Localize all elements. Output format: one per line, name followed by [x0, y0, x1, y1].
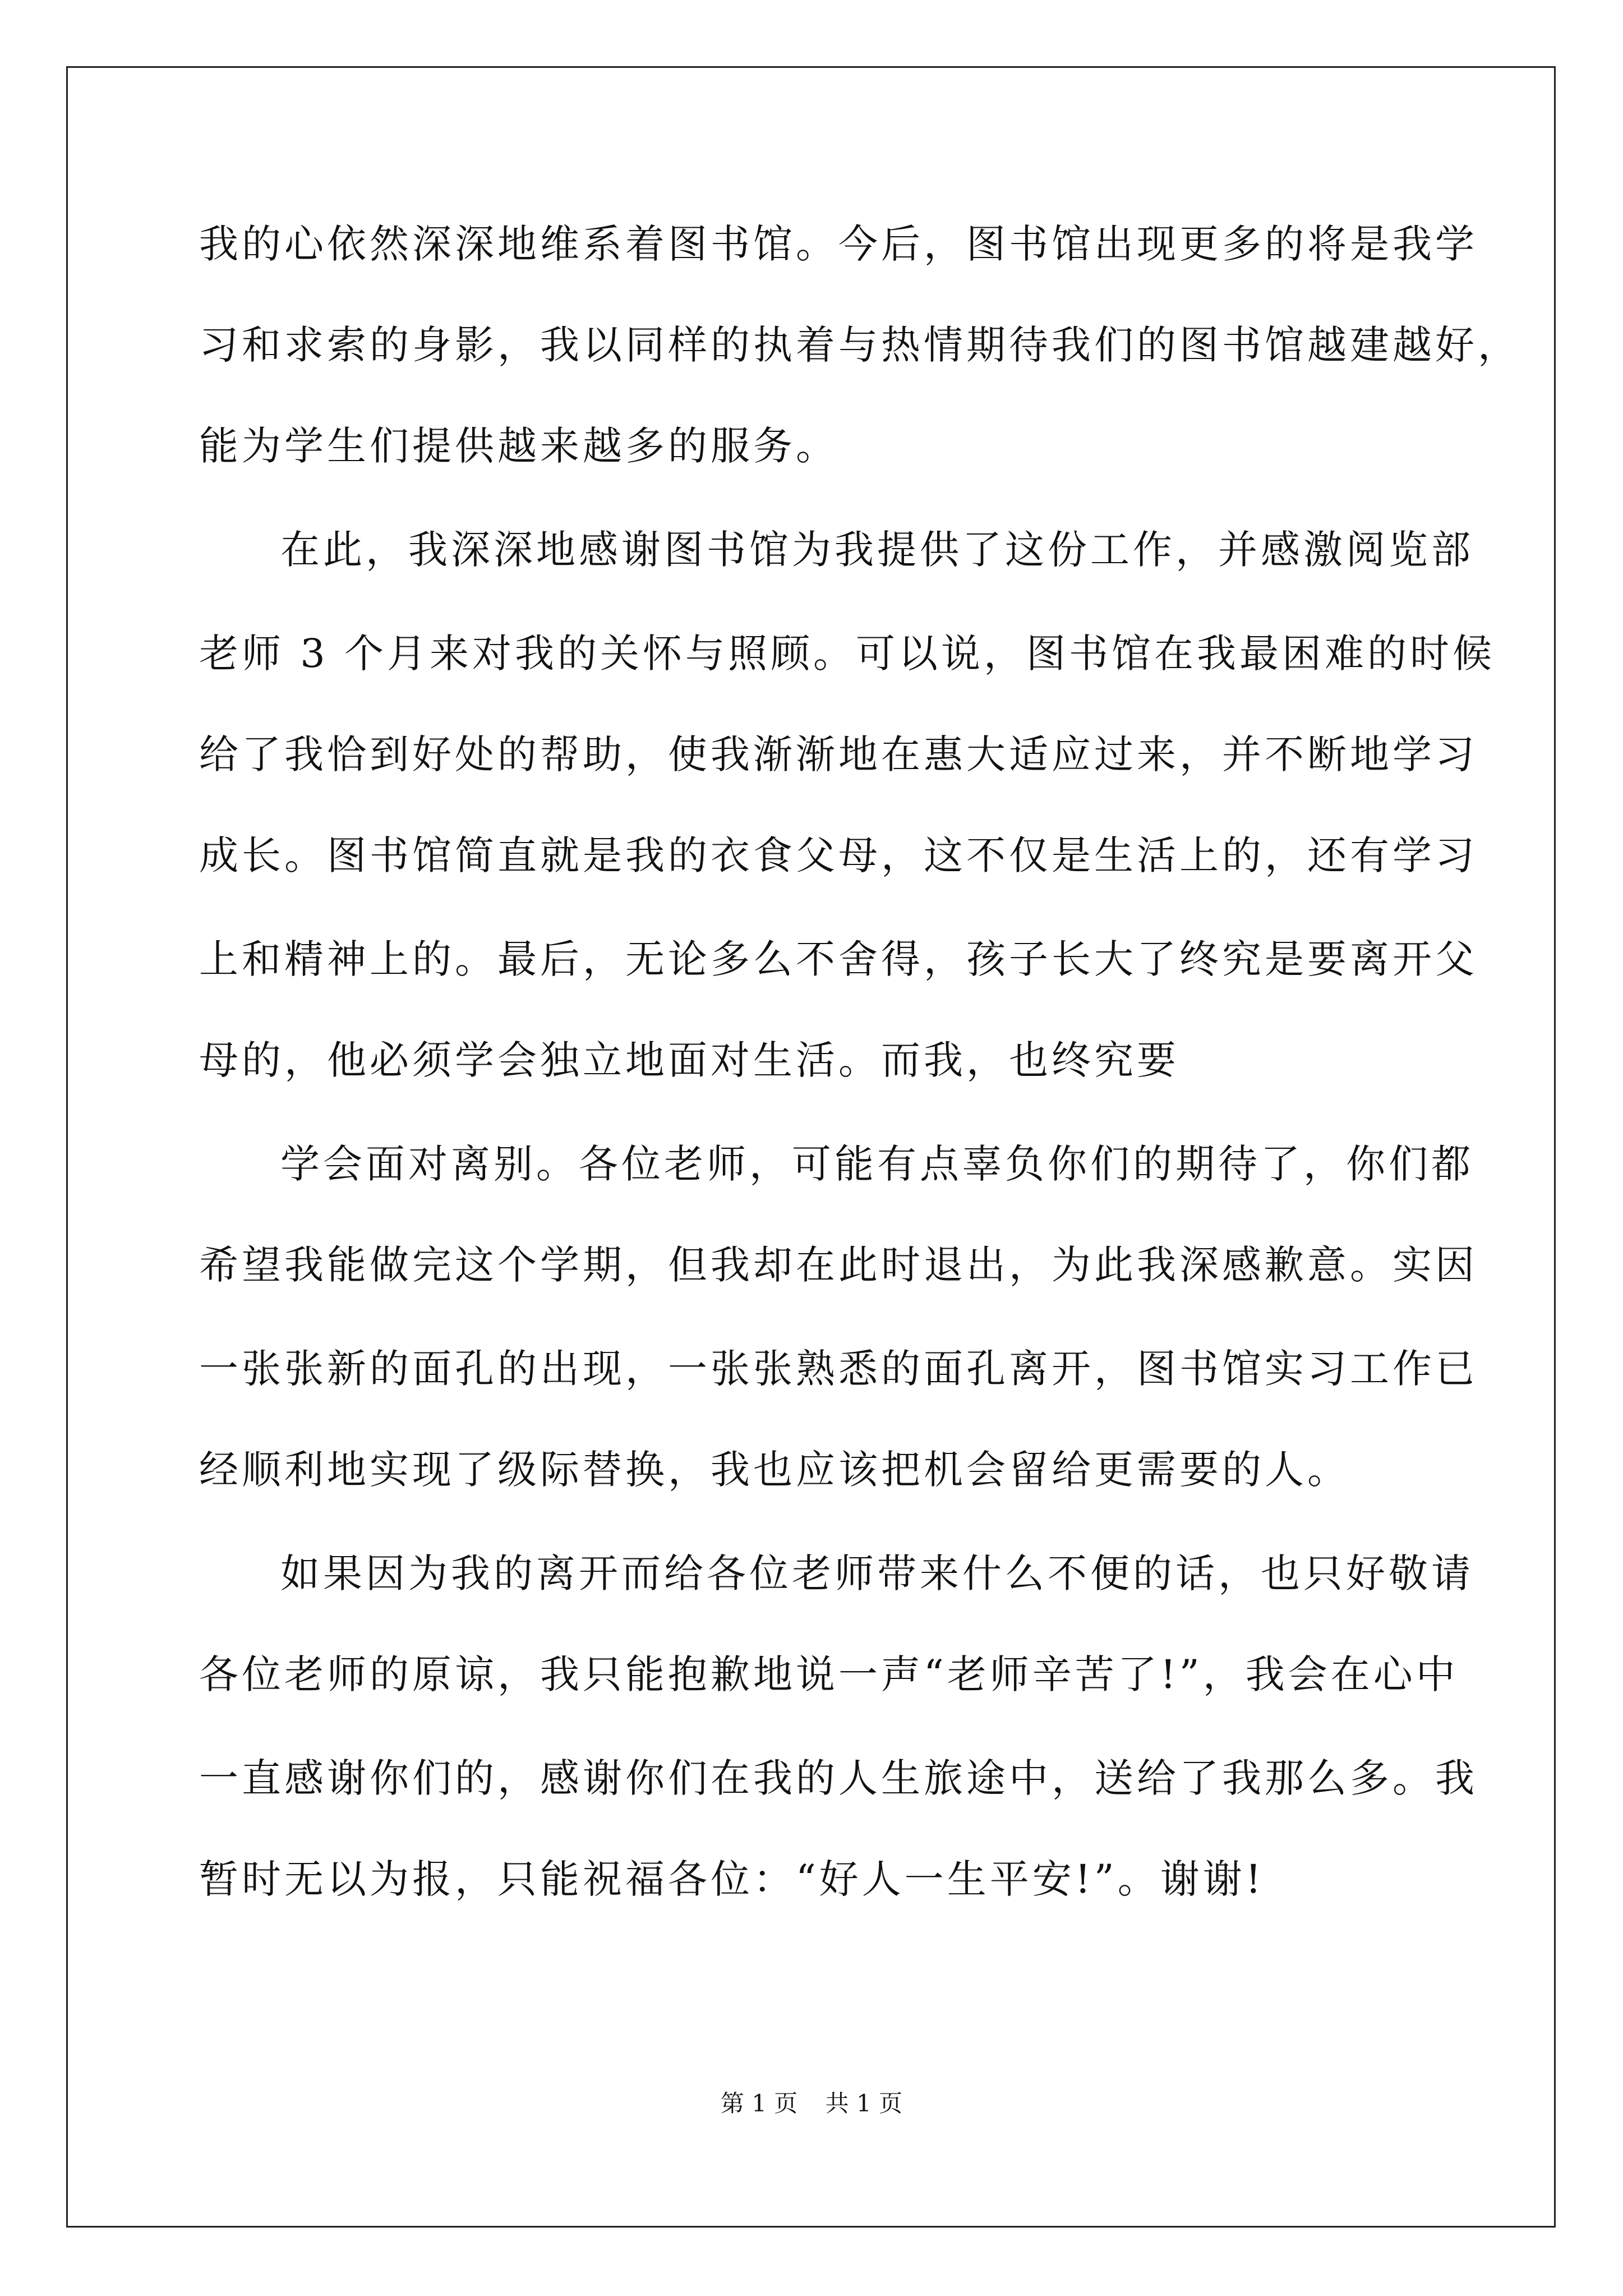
text-line: 各位老师的原谅，我只能抱歉地说一声“老师辛苦了!”，我会在心中 [199, 1651, 1459, 1697]
text-line: 暂时无以为报，只能祝福各位：“好人一生平安!”。谢谢! [199, 1856, 1265, 1902]
page-number-current: 第 1 页 [720, 2090, 798, 2117]
page-number-total: 共 1 页 [825, 2090, 903, 2117]
paragraph-first-line: 如果因为我的离开而给各位老师带来什么不便的话，也只好敬请 [280, 1550, 1474, 1596]
text-line: 母的，他必须学会独立地面对生活。而我，也终究要 [199, 1037, 1179, 1083]
paragraph-first-line: 学会面对离别。各位老师，可能有点辜负你们的期待了，你们都 [280, 1141, 1474, 1187]
text-line: 习和求索的身影，我以同样的执着与热情期待我们的图书馆越建越好， [199, 322, 1520, 368]
text-line: 我的心依然深深地维系着图书馆。今后，图书馆出现更多的将是我学 [199, 221, 1478, 267]
text-line: 一张张新的面孔的出现，一张张熟悉的面孔离开，图书馆实习工作已 [199, 1346, 1478, 1392]
text-line: 给了我恰到好处的帮助，使我渐渐地在惠大适应过来，并不断地学习 [199, 731, 1478, 777]
text-line: 能为学生们提供越来越多的服务。 [199, 423, 838, 469]
text-line: 上和精神上的。最后，无论多么不舍得，孩子长大了终究是要离开父 [199, 936, 1478, 982]
text-line: 老师 3 个月来对我的关怀与照顾。可以说，图书馆在我最困难的时候 [199, 631, 1496, 677]
text-line: 一直感谢你们的，感谢你们在我的人生旅途中，送给了我那么多。我 [199, 1755, 1478, 1801]
paragraph-first-line: 在此，我深深地感谢图书馆为我提供了这份工作，并感激阅览部 [280, 527, 1474, 573]
text-line: 经顺利地实现了级际替换，我也应该把机会留给更需要的人。 [199, 1447, 1350, 1493]
text-line: 希望我能做完这个学期，但我却在此时退出，为此我深感歉意。实因 [199, 1242, 1478, 1288]
text-line: 成长。图书馆简直就是我的衣食父母，这不仅是生活上的，还有学习 [199, 832, 1478, 878]
page-footer [0, 2087, 1623, 2120]
